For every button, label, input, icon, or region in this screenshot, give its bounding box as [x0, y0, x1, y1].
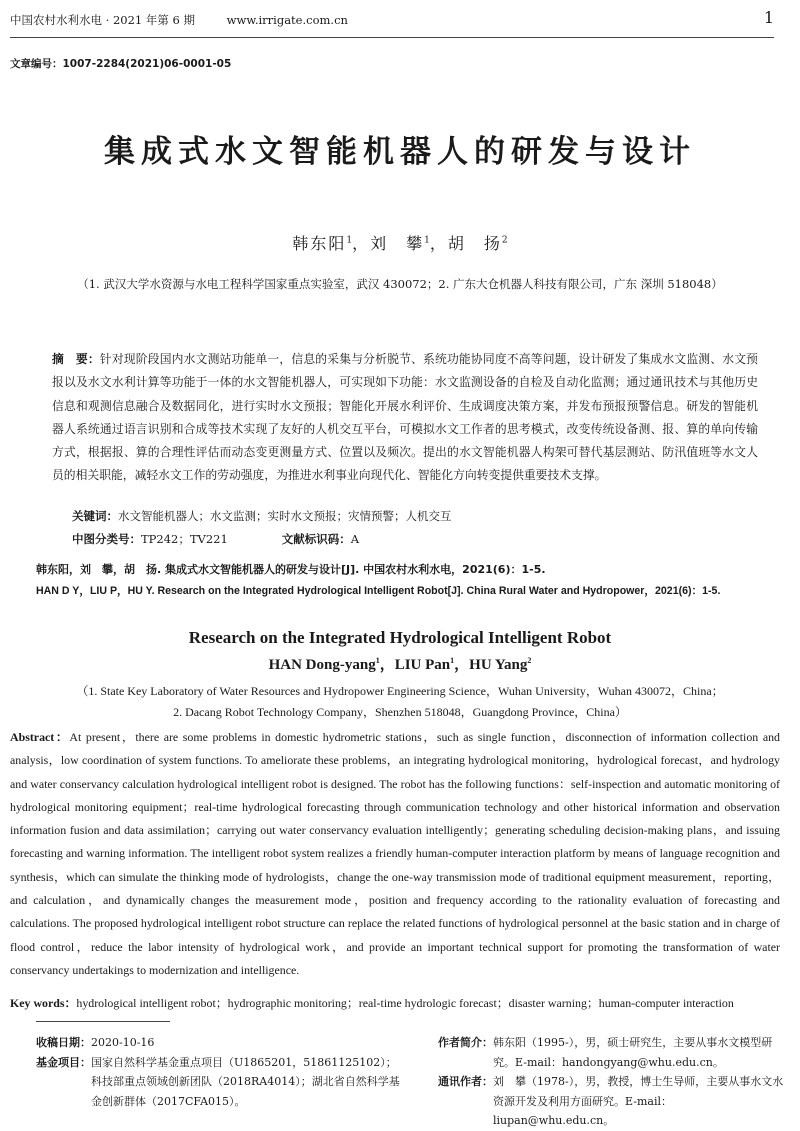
abstract-en-label: Abstract： — [10, 730, 70, 744]
footnote-text: 刘 攀（1978-），男，教授，博士生导师，主要从事水文水资源开发及利用方面研究。E-mail：liupan@whu.edu.cn。 — [493, 1075, 784, 1127]
footnote-text: 国家自然科学基金重点项目（U1865201，51861125102）；科技部重点领域创新团队（2018RA4014）；湖北省自然科学基金创新群体（2017CFA015）。 — [91, 1055, 400, 1108]
author-name-en: HU Yang — [469, 657, 528, 673]
footnote-label: 作者简介： — [438, 1036, 493, 1049]
doc-code-label: 文献标识码： — [281, 532, 351, 546]
abstract-en-text: At present，there are some problems in domestic hydrometric stations，such as single function，disconnection of information collection and analysis，low coordination of system functions. To ameliorate these problems，an integrating hydrological monitoring，hydrological forecast，and hydrology and water conservancy calculation hydrological intelligent robot is designed. The robot has the following functions：self-inspection and automatic monitoring of hydrological monitoring equipment；real-time hydrological forecasting through communication technology and other historical information and observation information fusion and data assimilation；carrying out water conservancy evaluation intelligently；generating scheduling decision-making plans，and issuing forecasting and warning information. The intelligent robot system realizes a friendly human-computer interaction platform by means of language recognition and synthesis，which can simulate the thinking mode of hydrologists，change the one-way transmission mode of traditional equipment measurement，reporting，and calculation，and dynamically changes the measurement mode，position and frequency according to the rationality evaluation of forecasting and calculations. The proposed hydrological intelligent robot structure can replace the related functions of hydrological personnel at the basic station and in charge of flood control，reduce the labor intensity of hydrological work，and provide an important technical support for promoting the transformation of water conservancy undertakings to modernization and intelligence. — [10, 730, 780, 977]
footnote-text: 2020-10-16 — [91, 1036, 155, 1049]
footnote-rule — [36, 1021, 170, 1022]
article-number: 文章编号：1007-2284(2021)06-0001-05 — [10, 58, 232, 70]
affiliation-en-line-2: 2. Dacang Robot Technology Company，Shenzhen 518048，Guangdong Province，China） — [173, 705, 627, 719]
footnote-text: 韩东阳（1995-），男，硕士研究生，主要从事水文模型研究。E-mail：handongyang@whu.edu.cn。 — [493, 1036, 773, 1069]
header-rule — [10, 37, 774, 38]
author-name: 刘 攀 — [370, 234, 425, 253]
footnotes-right — [438, 1033, 790, 1131]
classification-cn — [72, 531, 359, 547]
author-separator: ， — [454, 657, 470, 673]
page-number: 1 — [763, 8, 774, 27]
author-affil-mark: 1 — [424, 235, 430, 246]
affiliation-en-line-1: （1. State Key Laboratory of Water Resources and Hydropower Engineering Science，Wuhan University，Wuhan 430072，China； — [76, 684, 724, 698]
author-affil-mark: 2 — [501, 235, 508, 246]
author-separator: ， — [429, 234, 448, 253]
abstract-en — [10, 726, 780, 982]
author-name: 韩东阳 — [292, 234, 347, 253]
journal-header — [10, 12, 348, 28]
abstract-cn — [52, 348, 758, 488]
footnote-author-bio — [438, 1033, 790, 1072]
clc-value: TP242；TV221 — [141, 532, 228, 546]
abstract-cn-text: 针对现阶段国内水文测站功能单一，信息的采集与分析脱节、系统功能协同度不高等问题，设计研发了集成水文监测、水文预报以及水文水利计算等功能于一体的水文智能机器人，可实现如下功能：水文监测设备的自检及自动化监测；通过通讯技术与其他历史信息和观测信息融合及数据同化，进行实时水文预报；智能化开展水利评价、生成调度决策方案，并发布预报预警信息。研发的智能机器人系统通过语言识别和合成等技术实现了友好的人机交互平台，可模拟水文工作者的思考模式，改变传统设备测、报、算的单向传输方式，根据报、算的合理性评估而动态变更测量方式、位置以及频次。提出的水文智能机器人构架可替代基层测站、防汛值班等水文人员的相关职能，减轻水文工作的劳动强度，为推进水利事业向现代化、智能化方向转变提供重要技术支撑。 — [52, 352, 758, 483]
journal-name: 中国农村水利水电 · 2021 年第 6 期 — [10, 13, 196, 27]
author-name: 胡 扬 — [447, 234, 502, 253]
authors-en — [0, 653, 800, 674]
journal-url[interactable]: www.irrigate.com.cn — [226, 13, 348, 27]
citation-cn: 韩东阳，刘 攀，胡 扬. 集成式水文智能机器人的研发与设计[J]. 中国农村水利水电，2021(6)：1-5. — [36, 563, 546, 576]
keywords-en — [10, 994, 790, 1011]
keywords-cn-label: 关键词： — [72, 509, 118, 523]
authors-cn — [0, 231, 800, 254]
footnote-label: 基金项目： — [36, 1055, 91, 1069]
footnote-corresponding-author — [438, 1072, 790, 1131]
author-name-en: HAN Dong-yang — [268, 657, 376, 673]
abstract-cn-label: 摘 要： — [52, 352, 100, 366]
keywords-cn — [72, 508, 452, 524]
keywords-cn-text: 水文智能机器人；水文监测；实时水文预报；灾情预警；人机交互 — [118, 509, 452, 523]
clc-label: 中图分类号： — [72, 532, 141, 546]
author-affil-mark: 1 — [346, 235, 353, 246]
paper-title-en: Research on the Integrated Hydrological Intelligent Robot — [188, 628, 612, 647]
author-affil-mark: 1 — [450, 656, 455, 665]
footnotes-left — [36, 1033, 400, 1111]
author-affil-mark: 2 — [527, 656, 532, 665]
footnote-funding — [36, 1053, 400, 1112]
footnote-label: 收稿日期： — [36, 1036, 91, 1049]
keywords-en-text: hydrological intelligent robot；hydrographic monitoring；real-time hydrologic forecast；disaster warning；human-computer interaction — [76, 996, 734, 1010]
paper-title-cn: 集成式水文智能机器人的研发与设计 — [104, 134, 696, 170]
footnote-label: 通讯作者： — [438, 1075, 493, 1088]
author-separator: ， — [379, 657, 395, 673]
footnote-received — [36, 1033, 400, 1053]
keywords-en-label: Key words： — [10, 996, 77, 1010]
citation-en: HAN D Y，LIU P，HU Y. Research on the Integrated Hydrological Intelligent Robot[J]. China Rural Water and Hydropower，2021(6)：1-5. — [36, 585, 721, 597]
doc-code-value: A — [350, 532, 360, 546]
author-separator: ， — [352, 234, 371, 253]
affiliation-cn: （1. 武汉大学水资源与水电工程科学国家重点实验室，武汉 430072；2. 广东大仓机器人科技有限公司，广东 深圳 518048） — [77, 277, 723, 291]
author-affil-mark: 1 — [375, 656, 380, 665]
running-header — [10, 8, 774, 32]
author-name-en: LIU Pan — [394, 657, 451, 673]
